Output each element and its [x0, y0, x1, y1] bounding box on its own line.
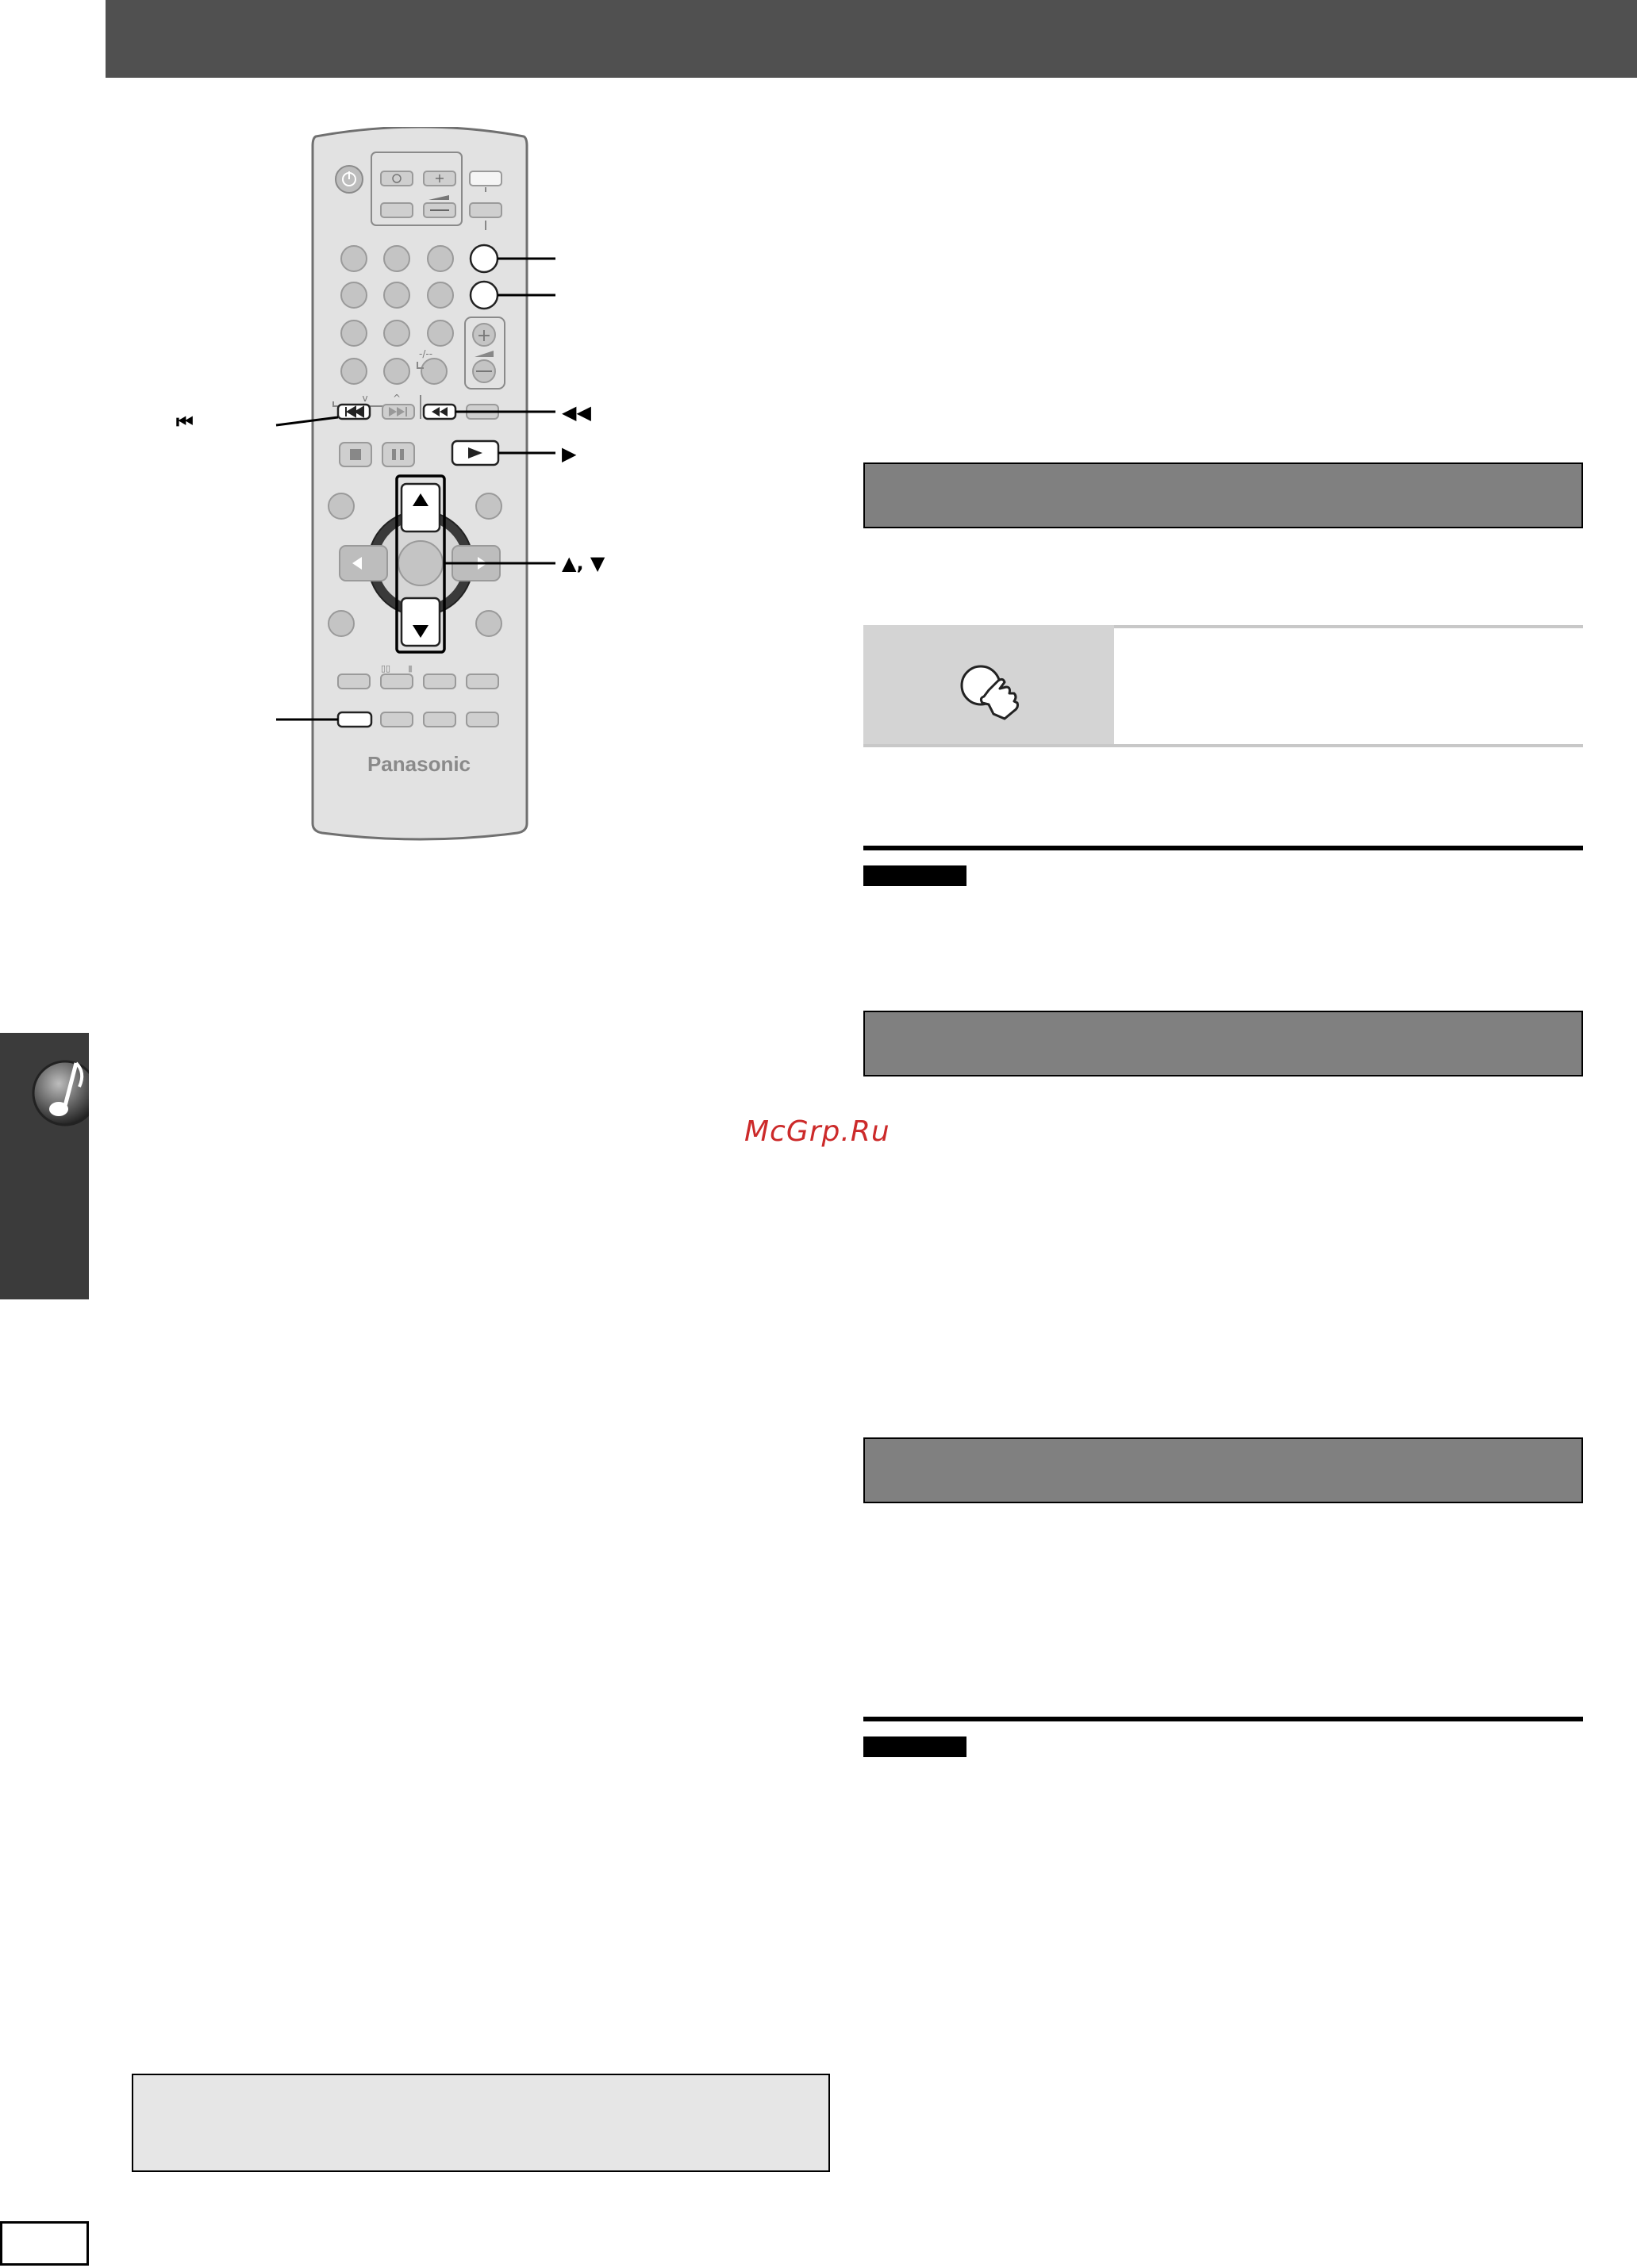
down-button	[402, 598, 440, 646]
watermark-text: McGrp.Ru	[744, 1115, 890, 1148]
touch-panel-top-rule	[1114, 625, 1583, 628]
note-rule-1	[863, 846, 1583, 850]
side-chapter-tab	[0, 1033, 89, 1299]
rewind-callout: ◀◀	[562, 401, 591, 424]
svg-text:▮: ▮	[408, 663, 413, 673]
remote-control-illustration	[159, 127, 651, 860]
note-label-1	[863, 865, 966, 886]
svg-text:+: +	[434, 171, 445, 186]
svg-text:▯▯: ▯▯	[381, 663, 391, 673]
section-header-1	[863, 462, 1583, 528]
press-button-hand-icon	[863, 625, 1114, 747]
play-callout: ▶	[562, 443, 577, 465]
highlighted-lower-button	[338, 712, 371, 727]
note-label-2	[863, 1736, 966, 1757]
skip-back-callout: ⏮	[176, 411, 194, 433]
up-button	[402, 484, 440, 532]
music-note-icon	[0, 1049, 89, 1144]
touch-panel-info-box	[863, 625, 1583, 747]
bottom-note-box	[132, 2074, 830, 2172]
top-header-bar	[106, 0, 1637, 78]
touch-panel-bottom-rule	[863, 744, 1583, 747]
brand-logo: Panasonic	[367, 752, 471, 776]
svg-text:+: +	[476, 326, 492, 346]
highlighted-button-1	[471, 245, 498, 272]
section-header-3	[863, 1437, 1583, 1503]
svg-text:^: ^	[392, 393, 402, 404]
touch-panel-icon-area	[863, 625, 1114, 747]
section-header-2	[863, 1011, 1583, 1076]
up-down-callout: ▲, ▼	[562, 552, 605, 574]
note-rule-2	[863, 1717, 1583, 1721]
keypad-dash-label: -/--	[419, 348, 433, 359]
page-number-box	[0, 2221, 89, 2266]
highlighted-button-2	[471, 282, 498, 309]
svg-text:v: v	[362, 393, 368, 404]
